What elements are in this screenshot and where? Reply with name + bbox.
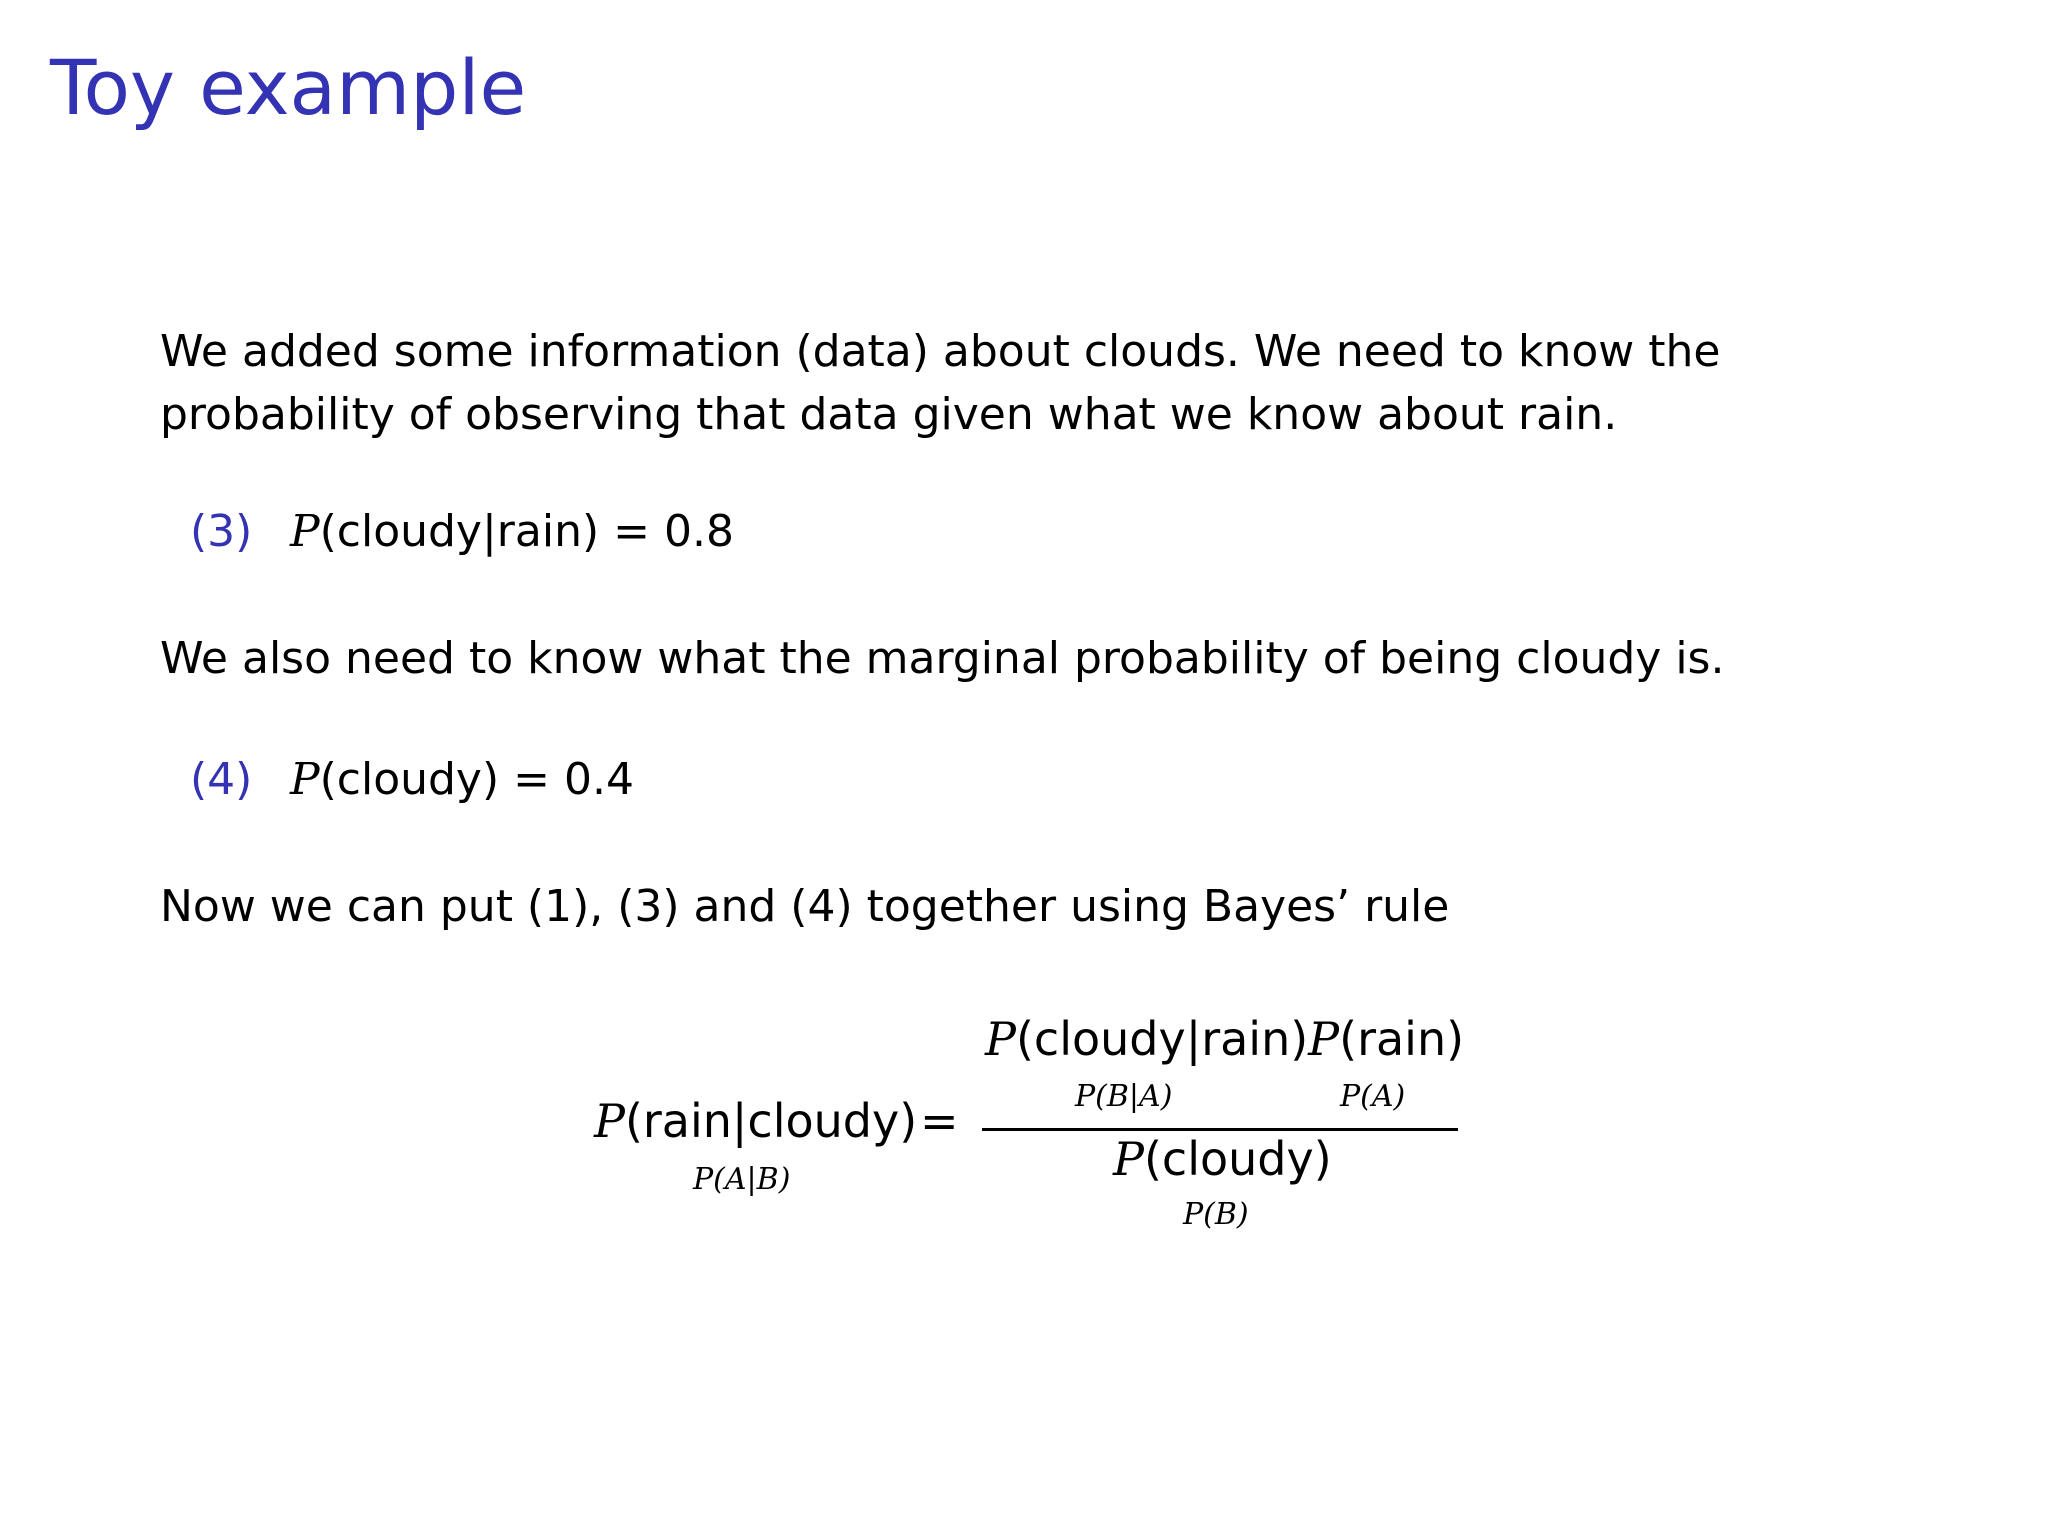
equation-4-rhs: = 0.4 <box>499 754 634 805</box>
paragraph-3: Now we can put (1), (3) and (4) together using Bayes’ rule <box>160 881 1450 932</box>
paragraph-2: We also need to know what the marginal probability of being cloudy is. <box>160 633 1725 684</box>
bayes-lhs-func: P <box>594 1094 625 1148</box>
bayes-denominator <box>1113 1132 1332 1186</box>
fraction-bar <box>982 1128 1458 1131</box>
bayes-numer-args-2: (rain) <box>1339 1012 1465 1066</box>
equation-3 <box>190 506 734 557</box>
bayes-equals: = <box>920 1094 959 1148</box>
bayes-numer-label-2: P(A) <box>1340 1079 1406 1114</box>
bayes-lhs-label: P(A|B) <box>693 1162 791 1197</box>
bayes-numer-func-1: P <box>985 1012 1016 1066</box>
bayes-denom-label: P(B) <box>1183 1197 1249 1232</box>
bayes-numer-args-1: (cloudy|rain) <box>1015 1012 1309 1066</box>
equation-4-func: P <box>290 754 320 805</box>
bayes-denom-args: (cloudy) <box>1143 1132 1332 1186</box>
bayes-lhs <box>594 1094 918 1148</box>
equation-3-func: P <box>290 506 320 557</box>
bayes-numer-label-1: P(B|A) <box>1075 1079 1173 1114</box>
paragraph-1-line-1: We added some information (data) about clouds. We need to know the <box>160 326 1721 377</box>
paragraph-1-line-2: probability of observing that data given what we know about rain. <box>160 389 1618 440</box>
equation-4-args: (cloudy) <box>319 754 500 805</box>
bayes-numerator <box>985 1012 1465 1066</box>
equation-3-number: (3) <box>190 506 253 557</box>
equation-4 <box>190 754 634 805</box>
equation-4-number: (4) <box>190 754 253 805</box>
slide-title: Toy example <box>50 43 527 132</box>
equation-3-rhs: = 0.8 <box>599 506 734 557</box>
bayes-numer-func-2: P <box>1308 1012 1340 1066</box>
bayes-denom-func: P <box>1113 1132 1144 1186</box>
equation-3-args: (cloudy|rain) <box>319 506 600 557</box>
bayes-lhs-args: (rain|cloudy) <box>624 1094 918 1148</box>
